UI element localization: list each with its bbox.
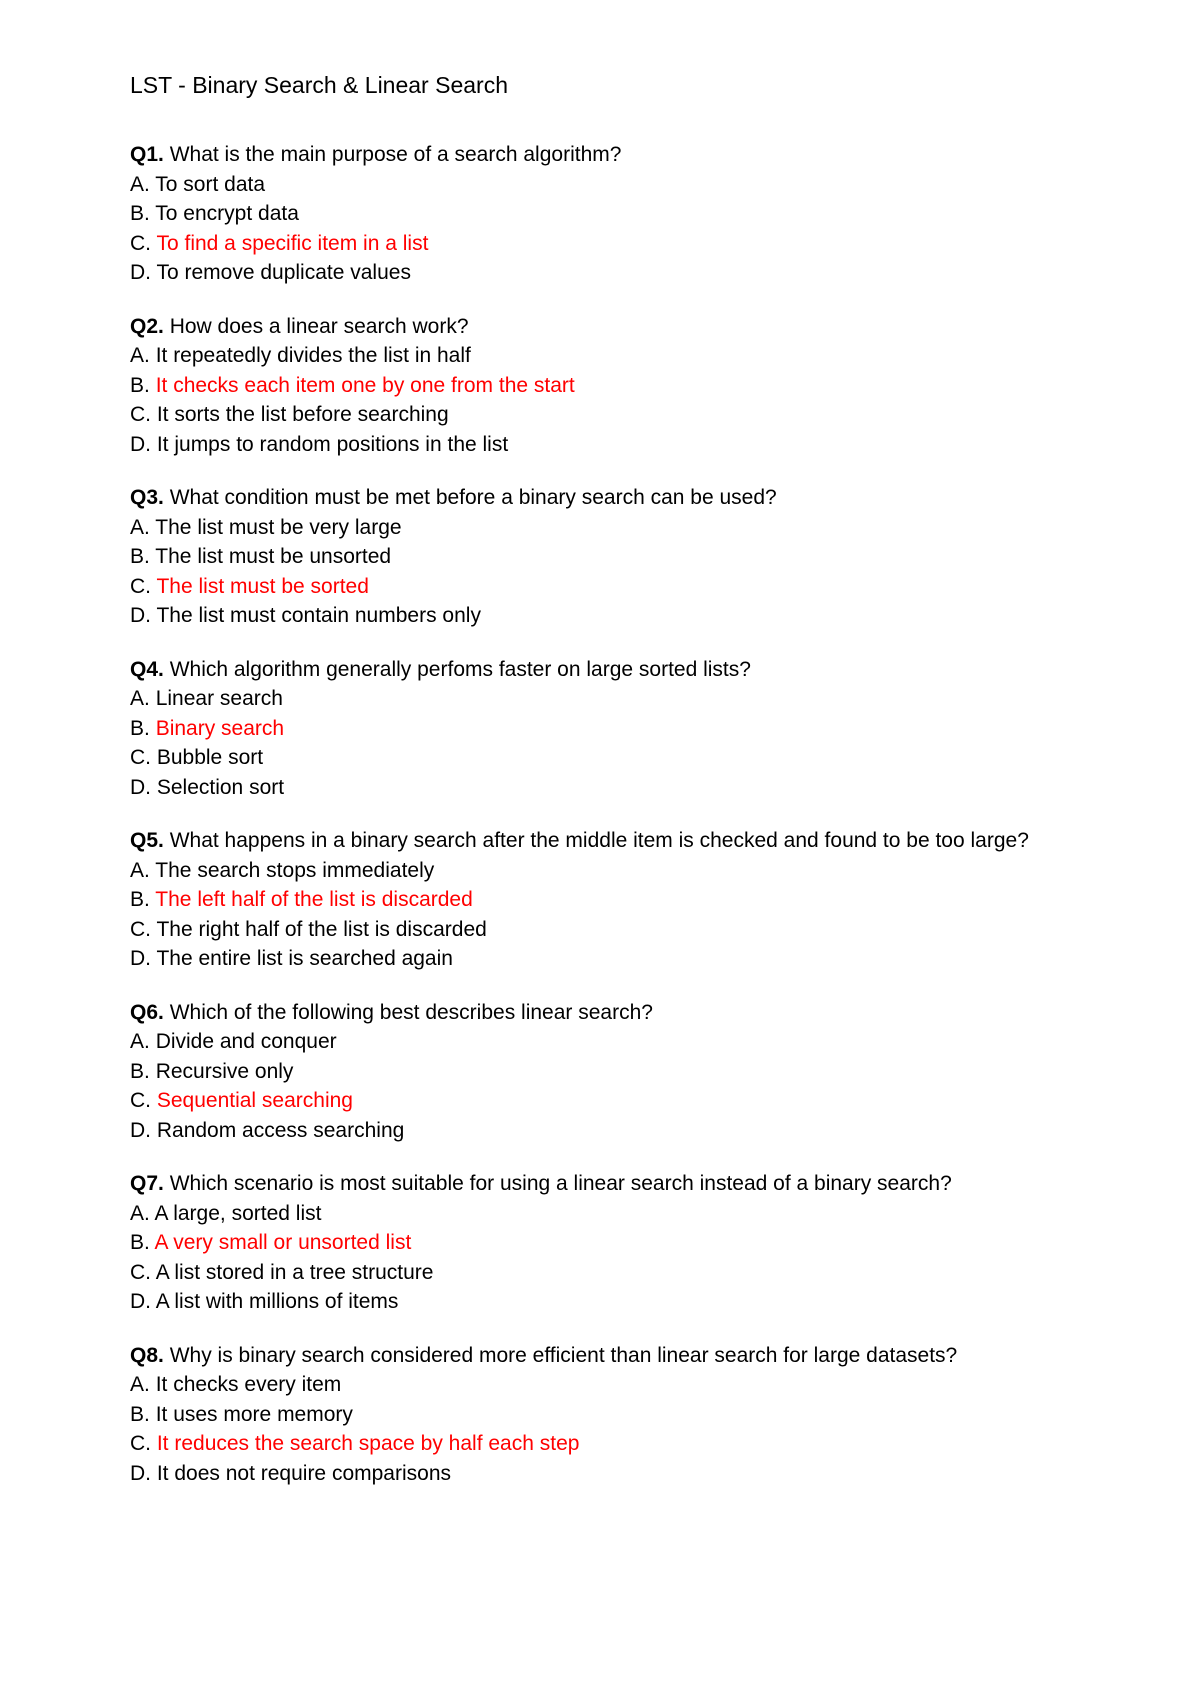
question-prompt: What condition must be met before a binary search can be used?: [163, 486, 777, 509]
option-letter: A.: [130, 1373, 156, 1396]
question-text: [130, 1169, 1110, 1199]
option-text: A large, sorted list: [154, 1201, 322, 1225]
option-letter: B.: [130, 716, 156, 740]
question-prompt: Why is binary search considered more efficient than linear search for large datasets?: [163, 1343, 958, 1367]
question-prompt: What happens in a binary search after the middle item is checked and found to be too large?: [163, 829, 1029, 852]
option-text: The list must contain numbers only: [156, 604, 481, 627]
option-letter: D.: [130, 604, 157, 627]
question-8: [130, 1341, 1110, 1489]
correct-answer-text: Sequential searching: [156, 1089, 353, 1112]
option-text: It sorts the list before searching: [156, 403, 449, 426]
option-5-a: [130, 856, 1110, 886]
option-4-a: [130, 684, 1110, 714]
option-1-b: [130, 199, 1110, 229]
option-letter: D.: [130, 1461, 157, 1485]
option-letter: B.: [130, 373, 156, 397]
document-title: LST - Binary Search & Linear Search: [130, 72, 508, 98]
option-letter: A.: [130, 344, 156, 367]
option-letter: A.: [130, 1030, 156, 1053]
option-7-a: [130, 1199, 1110, 1229]
question-prompt: Which of the following best describes linear search?: [163, 1000, 653, 1024]
option-1-c: [130, 229, 1110, 259]
option-text: Linear search: [155, 687, 283, 710]
question-text: [130, 655, 1110, 685]
option-4-d: [130, 773, 1110, 803]
option-letter: A.: [130, 858, 156, 882]
option-text: The right half of the list is discarded: [156, 917, 487, 941]
question-list: [130, 140, 1110, 1488]
option-letter: B.: [130, 888, 156, 911]
option-letter: D.: [130, 775, 157, 799]
question-4: [130, 655, 1110, 803]
correct-answer-text: A very small or unsorted list: [154, 1231, 412, 1254]
option-6-c: [130, 1086, 1110, 1116]
option-3-d: [130, 601, 1110, 631]
option-3-a: [130, 513, 1110, 543]
option-text: To remove duplicate values: [156, 261, 411, 284]
option-text: A list stored in a tree structure: [155, 1260, 434, 1284]
option-letter: B.: [130, 545, 156, 568]
option-8-d: [130, 1459, 1110, 1489]
option-8-b: [130, 1400, 1110, 1430]
option-7-c: [130, 1258, 1110, 1288]
option-letter: B.: [130, 202, 156, 225]
question-text: [130, 140, 1110, 170]
option-text: The list must be very large: [155, 515, 402, 539]
option-letter: C.: [130, 1089, 157, 1112]
option-letter: C.: [130, 1260, 156, 1284]
question-prompt: What is the main purpose of a search algorithm?: [163, 143, 622, 166]
option-text: Selection sort: [156, 775, 285, 799]
option-text: Divide and conquer: [155, 1030, 337, 1053]
option-text: It checks every item: [155, 1373, 342, 1396]
question-3: [130, 483, 1110, 631]
option-list: [130, 856, 1110, 974]
option-text: Recursive only: [155, 1059, 294, 1083]
option-6-d: [130, 1116, 1110, 1146]
question-prompt: Which algorithm generally perfoms faster on large sorted lists?: [163, 657, 751, 681]
option-7-d: [130, 1287, 1110, 1317]
option-text: It jumps to random positions in the list: [156, 432, 509, 456]
option-list: [130, 1370, 1110, 1488]
question-prompt: How does a linear search work?: [163, 314, 469, 338]
correct-answer-text: It reduces the search space by half each step: [156, 1432, 580, 1455]
option-letter: C.: [130, 574, 157, 598]
option-5-c: [130, 915, 1110, 945]
option-2-a: [130, 341, 1110, 371]
question-number: Q2.: [130, 314, 164, 338]
question-text: [130, 1341, 1110, 1371]
question-number: Q8.: [130, 1343, 164, 1367]
option-8-a: [130, 1370, 1110, 1400]
question-text: [130, 483, 1110, 513]
question-number: Q4.: [130, 657, 164, 681]
option-text: To sort data: [155, 172, 266, 196]
option-5-d: [130, 944, 1110, 974]
option-text: The list must be unsorted: [155, 545, 392, 568]
option-4-b: [130, 714, 1110, 744]
question-5: [130, 826, 1110, 974]
option-letter: B.: [130, 1402, 156, 1426]
correct-answer-text: Binary search: [155, 716, 285, 740]
question-number: Q6.: [130, 1000, 164, 1024]
option-letter: A.: [130, 172, 156, 196]
question-prompt: Which scenario is most suitable for using a linear search instead of a binary search?: [163, 1172, 952, 1195]
question-2: [130, 312, 1110, 460]
option-2-d: [130, 430, 1110, 460]
question-text: [130, 312, 1110, 342]
option-6-a: [130, 1027, 1110, 1057]
option-text: The search stops immediately: [155, 858, 435, 882]
option-3-c: [130, 572, 1110, 602]
option-7-b: [130, 1228, 1110, 1258]
option-6-b: [130, 1057, 1110, 1087]
question-number: Q3.: [130, 486, 164, 509]
option-list: [130, 170, 1110, 288]
correct-answer-text: The left half of the list is discarded: [155, 888, 473, 911]
option-4-c: [130, 743, 1110, 773]
option-letter: A.: [130, 515, 156, 539]
option-3-b: [130, 542, 1110, 572]
option-letter: C.: [130, 917, 157, 941]
correct-answer-text: It checks each item one by one from the start: [155, 373, 575, 397]
option-letter: C.: [130, 403, 157, 426]
option-list: [130, 341, 1110, 459]
question-6: [130, 998, 1110, 1146]
option-letter: C.: [130, 1432, 157, 1455]
option-text: It uses more memory: [155, 1402, 353, 1426]
document-page: [130, 70, 1110, 1512]
option-8-c: [130, 1429, 1110, 1459]
option-2-c: [130, 400, 1110, 430]
option-1-a: [130, 170, 1110, 200]
option-1-d: [130, 258, 1110, 288]
option-text: It does not require comparisons: [156, 1461, 451, 1485]
option-text: The entire list is searched again: [156, 947, 453, 970]
option-text: It repeatedly divides the list in half: [155, 344, 471, 367]
option-list: [130, 684, 1110, 802]
option-text: A list with millions of items: [155, 1290, 399, 1313]
correct-answer-text: To find a specific item in a list: [156, 231, 429, 255]
option-text: Random access searching: [156, 1118, 405, 1142]
option-letter: A.: [130, 1201, 155, 1225]
option-letter: A.: [130, 687, 156, 710]
question-number: Q5.: [130, 829, 164, 852]
option-letter: D.: [130, 1118, 157, 1142]
option-list: [130, 1199, 1110, 1317]
option-letter: D.: [130, 1290, 156, 1313]
question-number: Q7.: [130, 1172, 164, 1195]
option-list: [130, 1027, 1110, 1145]
correct-answer-text: The list must be sorted: [156, 574, 369, 598]
option-2-b: [130, 371, 1110, 401]
option-text: To encrypt data: [155, 202, 299, 225]
question-7: [130, 1169, 1110, 1317]
option-letter: B.: [130, 1059, 156, 1083]
option-text: Bubble sort: [156, 746, 264, 769]
question-text: [130, 998, 1110, 1028]
option-list: [130, 513, 1110, 631]
option-letter: D.: [130, 947, 157, 970]
option-letter: D.: [130, 261, 157, 284]
option-letter: C.: [130, 746, 157, 769]
option-letter: D.: [130, 432, 157, 456]
option-5-b: [130, 885, 1110, 915]
question-text: [130, 826, 1110, 856]
option-letter: C.: [130, 231, 157, 255]
option-letter: B.: [130, 1231, 155, 1254]
question-1: [130, 140, 1110, 288]
question-number: Q1.: [130, 143, 164, 166]
